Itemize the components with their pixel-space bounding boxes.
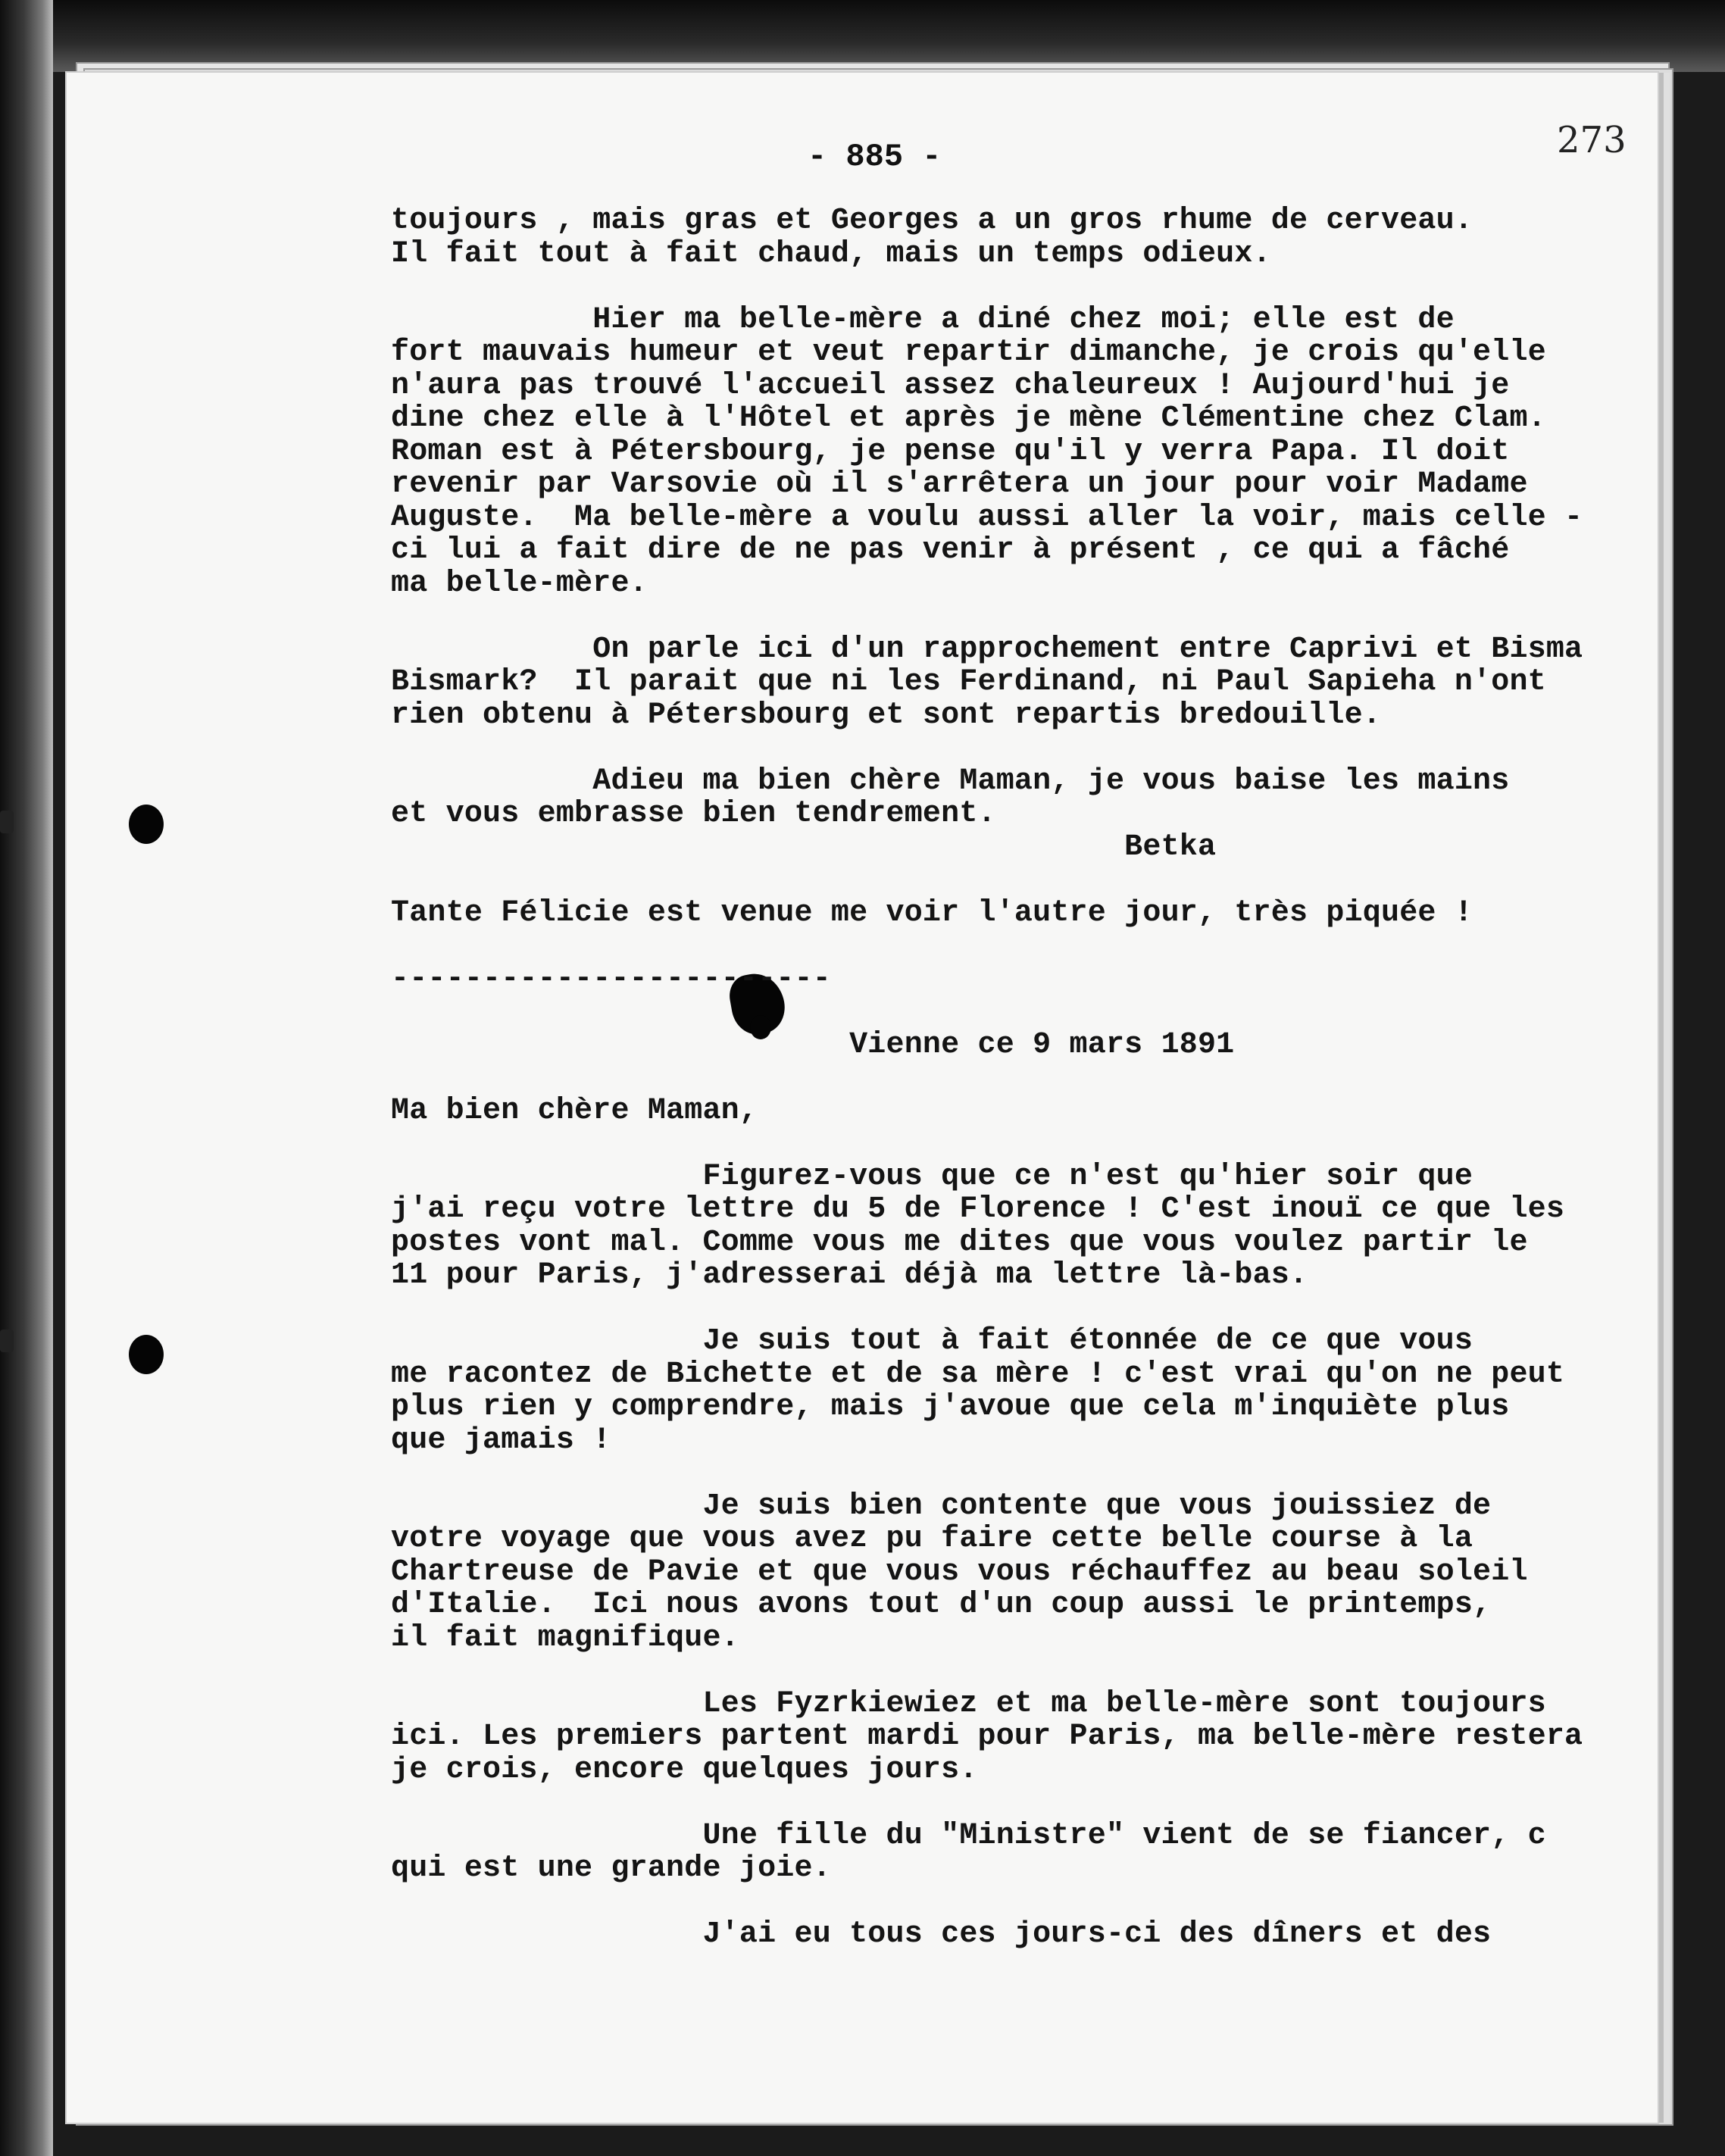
text-line: dine chez elle à l'Hôtel et après je mène Clémentine chez Clam.: [391, 402, 1546, 436]
paragraph: [391, 1325, 1671, 1457]
text-line: ci lui a fait dire de ne pas venir à présent , ce qui a fâché: [391, 533, 1510, 567]
paragraph-spacer: [391, 1654, 1671, 1688]
paragraph-spacer: [391, 732, 1671, 765]
binder-ring: [0, 1330, 14, 1352]
paragraph: [391, 633, 1671, 733]
text-line: Betka: [391, 830, 1217, 864]
text-line: Auguste. Ma belle-mère a voulu aussi aller la voir, mais celle -: [391, 500, 1583, 535]
text-line: Roman est à Pétersbourg, je pense qu'il y verra Papa. Il doit: [391, 434, 1510, 469]
text-line: rien obtenu à Pétersbourg et sont repartis bredouille.: [391, 698, 1382, 733]
text-line: ici. Les premiers partent mardi pour Paris, ma belle-mère restera: [391, 1720, 1583, 1754]
text-line: d'Italie. Ici nous avons tout d'un coup aussi le printemps,: [391, 1588, 1492, 1622]
paragraph: [391, 1161, 1671, 1292]
paragraph: [391, 304, 1671, 601]
text-line: me racontez de Bichette et de sa mère ! c'est vrai qu'on ne peut: [391, 1357, 1565, 1392]
paragraph: [391, 1918, 1671, 1951]
text-line: j'ai reçu votre lettre du 5 de Florence ! C'est inouï ce que les: [391, 1192, 1565, 1226]
paragraph-spacer: [391, 1786, 1671, 1820]
binder-ring: [0, 811, 14, 833]
text-line: Ma bien chère Maman,: [391, 1093, 758, 1128]
paragraph-spacer: [391, 1061, 1671, 1095]
text-line: Adieu ma bien chère Maman, je vous baise les mains: [391, 764, 1510, 798]
text-line: n'aura pas trouvé l'accueil assez chaleureux ! Aujourd'hui je: [391, 368, 1510, 403]
text-line: Une fille du "Ministre" vient de se fiancer, c: [391, 1818, 1546, 1853]
text-line: Figurez-vous que ce n'est qu'hier soir que: [391, 1159, 1473, 1194]
paragraph-spacer: [391, 1886, 1671, 1919]
paragraph: [391, 205, 1671, 270]
text-line: Les Fyzrkiewiez et ma belle-mère sont toujours: [391, 1686, 1546, 1721]
text-line: Tante Félicie est venue me voir l'autre jour, très piquée !: [391, 895, 1473, 930]
text-line: ma belle-mère.: [391, 566, 648, 601]
text-line: et vous embrasse bien tendrement.: [391, 797, 996, 831]
folio-number: 273: [1557, 119, 1627, 161]
paragraph-spacer: [391, 995, 1671, 1029]
paragraph: [391, 963, 1671, 996]
page-number: - 885 -: [808, 139, 942, 175]
scan-dark-border-top: [53, 0, 1725, 72]
text-line: J'ai eu tous ces jours-ci des dîners et des: [391, 1917, 1492, 1951]
punch-hole: [129, 1335, 164, 1374]
text-line: il fait magnifique.: [391, 1620, 739, 1655]
text-line: postes vont mal. Comme vous me dites que vous voulez partir le: [391, 1225, 1528, 1260]
text-line: Je suis tout à fait étonnée de ce que vous: [391, 1324, 1473, 1358]
text-line: plus rien y comprendre, mais j'avoue que cela m'inquiète plus: [391, 1390, 1510, 1424]
paragraph: [391, 765, 1671, 864]
paragraph-spacer: [391, 1292, 1671, 1326]
text-line: ------------------------: [391, 961, 831, 996]
text-line: Chartreuse de Pavie et que vous vous réchauffez au beau soleil: [391, 1555, 1528, 1589]
punch-hole: [129, 805, 164, 844]
text-line: votre voyage que vous avez pu faire cette belle course à la: [391, 1522, 1473, 1556]
paragraph: [391, 1688, 1671, 1787]
paragraph-spacer: [391, 270, 1671, 304]
text-line: qui est une grande joie.: [391, 1851, 831, 1886]
paragraph-spacer: [391, 864, 1671, 897]
text-line: revenir par Varsovie où il s'arrêtera un jour pour voir Madame: [391, 467, 1528, 502]
text-line: toujours , mais gras et Georges a un gros rhume de cerveau.: [391, 204, 1473, 238]
text-line: Je suis bien contente que vous jouissiez de: [391, 1489, 1492, 1523]
text-line: On parle ici d'un rapprochement entre Caprivi et Bisma: [391, 632, 1583, 667]
text-line: Hier ma belle-mère a diné chez moi; elle est de: [391, 302, 1455, 337]
paragraph: [391, 897, 1671, 930]
text-line: je crois, encore quelques jours.: [391, 1752, 978, 1787]
paragraph-spacer: [391, 600, 1671, 633]
text-line: 11 pour Paris, j'adresserai déjà ma lettre là-bas.: [391, 1258, 1308, 1292]
letter-body: [391, 205, 1671, 1951]
paragraph: [391, 1490, 1671, 1655]
paragraph-spacer: [391, 1457, 1671, 1490]
paragraph: [391, 1095, 1671, 1128]
paragraph: [391, 1029, 1671, 1062]
text-line: que jamais !: [391, 1423, 611, 1458]
paragraph-spacer: [391, 930, 1671, 963]
scan-dark-border-left: [0, 0, 53, 2156]
text-line: Vienne ce 9 mars 1891: [391, 1027, 1235, 1062]
text-line: fort mauvais humeur et veut repartir dimanche, je crois qu'elle: [391, 336, 1546, 370]
text-line: Il fait tout à fait chaud, mais un temps odieux.: [391, 236, 1271, 271]
text-line: Bismark? Il parait que ni les Ferdinand, ni Paul Sapieha n'ont: [391, 665, 1546, 699]
paragraph: [391, 1820, 1671, 1886]
paragraph-spacer: [391, 1127, 1671, 1161]
